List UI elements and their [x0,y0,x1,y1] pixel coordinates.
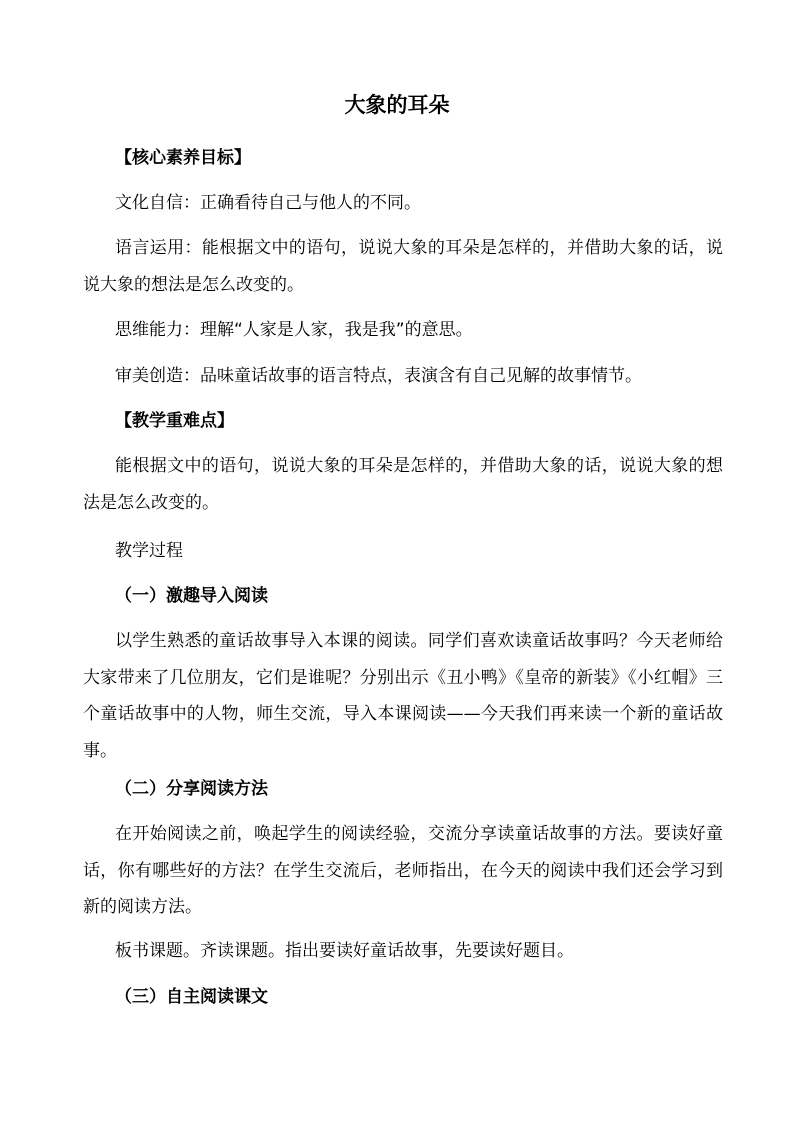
step1-text: 以学生熟悉的童话故事导入本课的阅读。同学们喜欢读童话故事吗？今天老师给大家带来了几位朋友，它们是谁呢？分别出示《丑小鸭》《皇帝的新装》《小红帽》三个童话故事中的人物，师生交流，导入本课阅读——今天我们再来读一个新的童话故事。 [83,631,723,761]
step1-heading: （一）激趣导入阅读 [115,586,268,606]
step2-text: 在开始阅读之前，唤起学生的阅读经验，交流分享读童话故事的方法。要读好童话，你有哪些好的方法？在学生交流后，老师指出，在今天的阅读中我们还会学习到新的阅读方法。 [83,824,723,917]
goal-language: 语言运用：能根据文中的语句，说说大象的耳朵是怎样的，并借助大象的话，说说大象的想法是怎么改变的。 [83,238,723,295]
core-goals-heading: 【核心素养目标】 [115,148,251,168]
process-heading: 教学过程 [115,541,183,561]
step2-text2: 板书课题。齐读课题。指出要读好童话故事，先要读好题目。 [115,941,574,961]
document-title: 大象的耳朵 [344,93,450,117]
goal-culture: 文化自信：正确看待自己与他人的不同。 [115,193,421,213]
key-points-text: 能根据文中的语句，说说大象的耳朵是怎样的，并借助大象的话，说说大象的想法是怎么改变的。 [83,456,723,513]
goal-thinking: 思维能力：理解“人家是人家，我是我”的意思。 [115,320,473,340]
key-points-heading: 【教学重难点】 [115,411,234,431]
goal-aesthetic: 审美创造：品味童话故事的语言特点，表演含有自己见解的故事情节。 [115,366,642,386]
step2-heading: （二）分享阅读方法 [115,779,268,799]
step3-heading: （三）自主阅读课文 [115,987,268,1007]
